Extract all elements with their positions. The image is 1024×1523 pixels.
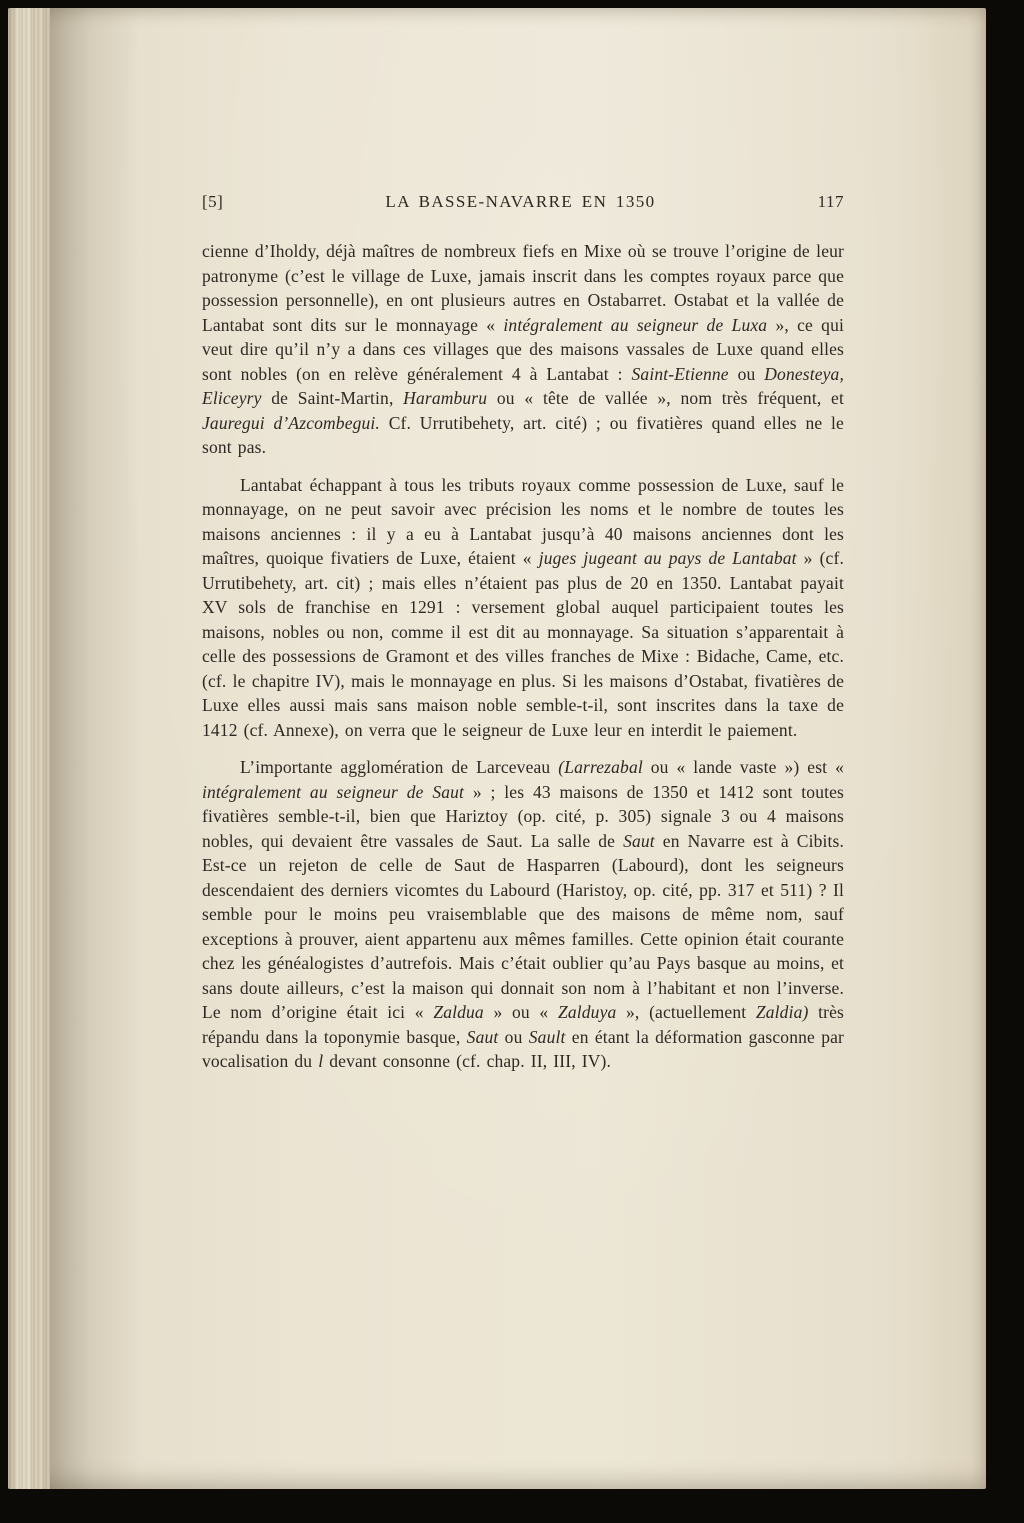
- italic-text-segment: Zalduya: [557, 1002, 617, 1022]
- text-segment: Lantabat échappant à tous les tributs royaux comme possession de Luxe, sauf le monnayage, on ne peut savoir avec précision les noms et le nombre de toutes les maisons anciennes : il y a eu à Lantabat jusqu’à 40 maisons anciennes dont les maîtres, quoique fivatiers de Luxe, étaient «: [202, 474, 844, 568]
- running-title: LA BASSE-NAVARRE EN 1350: [385, 192, 656, 211]
- text-segment: devant consonne (cf. chap. II, III, IV).: [323, 1051, 612, 1071]
- paragraph: [202, 473, 844, 743]
- paragraph: [202, 755, 844, 1074]
- text-segment: L’importante agglomération de Larceveau: [240, 757, 559, 777]
- italic-text-segment: intégralement au seigneur de Luxa: [503, 314, 768, 335]
- italic-text-segment: intégralement au seigneur de Saut: [202, 781, 465, 802]
- paragraph: [202, 239, 844, 460]
- text-segment: en étant la déformation gasconne par vocalisation du: [202, 1026, 844, 1071]
- text-segment: ou: [728, 363, 765, 384]
- italic-text-segment: Zaldua: [433, 1002, 484, 1022]
- text-segment: ou: [498, 1026, 529, 1047]
- italic-text-segment: Donesteya, Eliceyry: [202, 363, 844, 408]
- italic-text-segment: Saut: [466, 1026, 499, 1047]
- italic-text-segment: (Larrezabal: [558, 757, 643, 777]
- text-block: [202, 192, 844, 1087]
- text-segment: Cf. Urrutibehety, art. cité) ; ou fivatières quand elles ne le sont pas.: [202, 412, 844, 457]
- text-segment: » (cf. Urrutibehety, art. cit) ; mais elles n’étaient pas plus de 20 en 1350. Lantabat payait XV sols de franchise en 1291 : versement global auquel participaient toutes les maisons, nobles ou non, comme il est dit au monnayage. Sa situation s’apparentait à celle des possessions de Gramont et des villes franches de Mixe : Bidache, Came, etc. (cf. le chapitre IV), mais le monnayage en plus. Si les maisons d’Ostabat, fivatières de Luxe elles aussi mais sans maison noble semble-t-il, sont inscrites dans la taxe de 1412 (cf. Annexe), on verra que le seigneur de Luxe leur en interdit le paiement.: [202, 548, 844, 740]
- text-segment: », ce qui veut dire qu’il n’y a dans ces villages que des maisons vassales de Luxe quand elles sont nobles (on en relève généralement 4 à Lantabat :: [202, 314, 844, 384]
- text-segment: très répandu dans la toponymie basque,: [202, 1002, 844, 1047]
- text-segment: » ; les 43 maisons de 1350 et 1412 sont toutes fivatières semble-t-il, bien que Hariztoy (op. cité, p. 305) signale 3 ou 4 maisons nobles, qui devaient être vassales de Saut. La salle de: [202, 781, 844, 851]
- text-segment: ou « tête de vallée », nom très fréquent, et: [487, 388, 844, 408]
- book-page: [8, 8, 986, 1489]
- body-paragraphs: [202, 239, 844, 1074]
- italic-text-segment: juges jugeant au pays de Lantabat: [538, 548, 797, 568]
- gutter-shadow: [50, 8, 140, 1489]
- text-segment: en Navarre est à Cibits. Est-ce un rejeton de celle de Saut de Hasparren (Labourd), dont les seigneurs descendaient des derniers vicomtes du Labourd (Haristoy, op. cité, pp. 317 et 511) ? Il semble pour le moins peu vraisemblable que des maisons de même nom, sauf exceptions à prouver, aient appartenu aux mêmes familles. Cette opinion était courante chez les généalogistes d’autrefois. Mais c’était oublier qu’au Pays basque au moins, et sans doute ailleurs, c’est la maison qui donnait son nom à l’habitant et non l’inverse. Le nom d’origine était ici «: [202, 830, 844, 1022]
- italic-text-segment: l: [318, 1051, 324, 1071]
- italic-text-segment: Jauregui d’Azcombegui.: [202, 412, 380, 433]
- italic-text-segment: Saut: [623, 830, 655, 851]
- page-number: 117: [817, 192, 844, 211]
- page-header: [202, 192, 844, 212]
- italic-text-segment: Saint-Etienne: [631, 363, 729, 384]
- italic-text-segment: Sault: [528, 1026, 566, 1047]
- text-segment: », (actuellement: [616, 1002, 756, 1022]
- page-edges: [8, 8, 50, 1489]
- text-segment: cienne d’Iholdy, déjà maîtres de nombreux fiefs en Mixe où se trouve l’origine de leur patronyme (c’est le village de Luxe, jamais inscrit dans les comptes royaux parce que possession personnelle), en ont plusieurs autres en Ostabarret. Ostabat et la vallée de Lantabat sont dits sur le monnayage «: [202, 241, 844, 335]
- italic-text-segment: Zaldia): [755, 1002, 809, 1022]
- text-segment: de Saint-Martin,: [261, 388, 404, 408]
- text-segment: ou « lande vaste ») est «: [642, 757, 844, 777]
- italic-text-segment: Haramburu: [403, 388, 488, 408]
- section-marker: [5]: [202, 192, 224, 211]
- text-segment: » ou «: [483, 1002, 558, 1022]
